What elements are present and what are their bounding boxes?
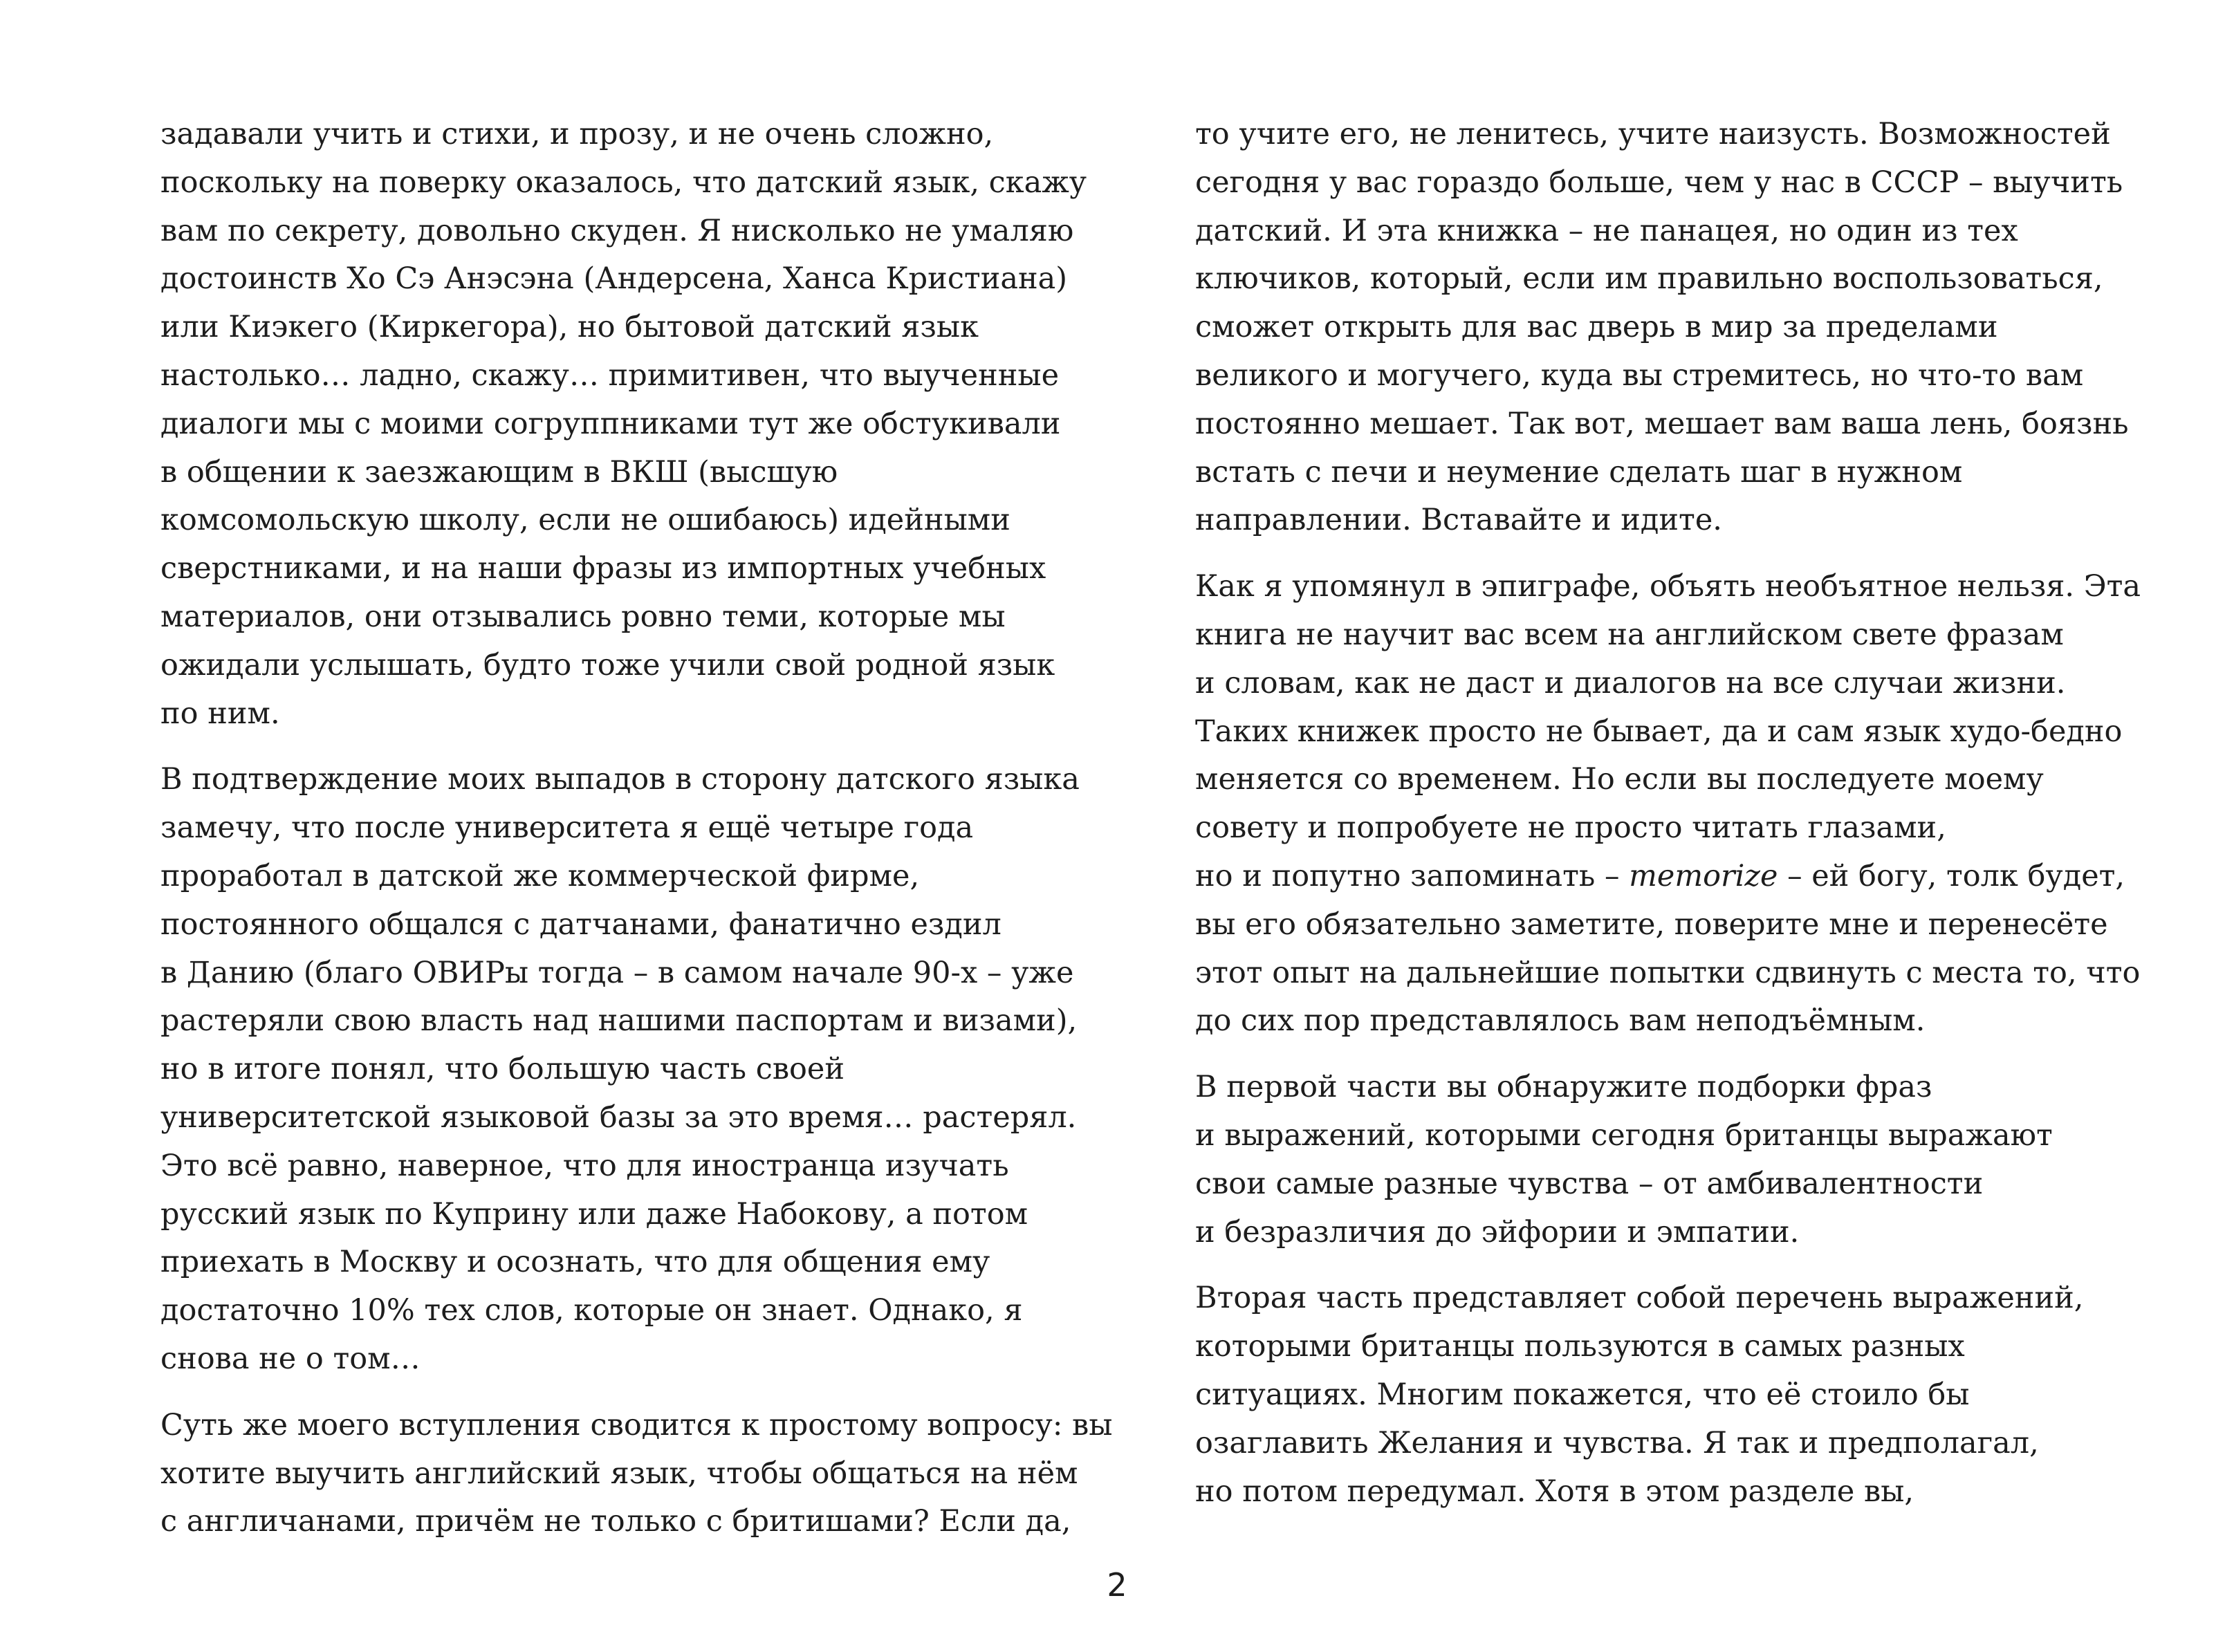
text-line: с англичанами, причём не только с бритишами? Если да, [160, 1504, 1071, 1539]
page-number: 2 [1107, 1566, 1127, 1604]
text-line: и безразличия до эйфории и эмпатии. [1195, 1214, 1800, 1250]
text-line: постоянно мешает. Так вот, мешает вам ваша лень, боязнь [1195, 406, 2129, 441]
text-line: снова не о том… [160, 1341, 421, 1376]
paragraph [1195, 111, 2136, 545]
text-line: встать с печи и неумение сделать шаг в нужном [1195, 454, 1963, 490]
text-line: достоинств Хо Сэ Анэсэна (Андерсена, Ханса Кристиана) [160, 261, 1068, 297]
text-line: и словам, как не даст и диалогов на все случаи жизни. [1195, 665, 2066, 700]
text-line: в общении к заезжающим в ВКШ (высшую [160, 454, 838, 490]
text-line: материалов, они отзывались ровно теми, которые мы [160, 599, 1006, 634]
paragraph [160, 1402, 1113, 1546]
text-line: по ним. [160, 696, 280, 731]
text-line: ожидали услышать, будто тоже учили свой родной язык [160, 647, 1055, 683]
italic-term: memorize [1629, 858, 1778, 893]
paragraph [160, 756, 1101, 1383]
text-line: ситуациях. Многим покажется, что её стоило бы [1195, 1377, 1970, 1412]
text-line: сверстниками, и на наши фразы из импортных учебных [160, 551, 1046, 586]
text-line: совету и попробуете не просто читать глазами, [1195, 810, 1946, 846]
text-line: приехать в Москву и осознать, что для общения ему [160, 1245, 990, 1280]
text-line: свои самые разные чувства – от амбивалентности [1195, 1166, 1984, 1201]
text-line-memorize [1195, 853, 2136, 901]
text-line: которыми британцы пользуются в самых разных [1195, 1329, 1965, 1364]
text-line: или Киэкего (Киркегора), но бытовой датский язык [160, 310, 979, 345]
text-segment: – ей богу, толк будет, [1778, 858, 2125, 893]
text-line: хотите выучить английский язык, чтобы общаться на нём [160, 1456, 1078, 1491]
paragraph [1195, 1064, 2136, 1256]
text-line: ключиков, который, если им правильно воспользоваться, [1195, 261, 2103, 297]
paragraph [1195, 1274, 2136, 1516]
text-line: В подтверждение моих выпадов в сторону датского языка [160, 762, 1080, 797]
paragraph [1195, 563, 2141, 1046]
left-text-column [160, 111, 1113, 1564]
paragraph [160, 111, 1101, 738]
text-line: русский язык по Куприну или даже Набокову, а потом [160, 1196, 1028, 1232]
text-line: книга не научит вас всем на английском свете фразам [1195, 617, 2064, 652]
text-line: и выражений, которыми сегодня британцы выражают [1195, 1117, 2053, 1153]
text-line: комсомольскую школу, если не ошибаюсь) идейными [160, 503, 1010, 538]
text-line: настолько… ладно, скажу… примитивен, что выученные [160, 358, 1060, 393]
text-line: до сих пор представлялось вам неподъёмным. [1195, 1003, 1926, 1039]
text-line: сможет открыть для вас дверь в мир за пределами [1195, 310, 1998, 345]
text-line: в Данию (благо ОВИРы тогда – в самом начале 90-х – уже [160, 955, 1074, 990]
text-segment: но и попутно запоминать – [1195, 858, 1630, 893]
text-line: растеряли свою власть над нашими паспортам и визами), [160, 1003, 1078, 1039]
text-line: но потом передумал. Хотя в этом разделе вы, [1195, 1474, 1914, 1509]
text-line: но в итоге понял, что большую часть своей [160, 1052, 845, 1087]
text-line: то учите его, не ленитесь, учите наизусть. Возможностей [1195, 117, 2111, 151]
text-line: Это всё равно, наверное, что для иностранца изучать [160, 1148, 1009, 1183]
text-line: постоянного общался с датчанами, фанатично ездил [160, 907, 1001, 942]
text-line: озаглавить Желания и чувства. Я так и предполагал, [1195, 1425, 2039, 1460]
text-line: В первой части вы обнаружите подборки фраз [1195, 1070, 1932, 1105]
text-line: поскольку на поверку оказалось, что датский язык, скажу [160, 165, 1087, 200]
text-line: датский. И эта книжка – не панацея, но один из тех [1195, 213, 2018, 248]
text-line: Таких книжек просто не бывает, да и сам язык худо-бедно [1195, 714, 2123, 749]
text-line: диалоги мы с моими согруппниками тут же обстукивали [160, 406, 1061, 441]
text-line: Вторая часть представляет собой перечень выражений, [1195, 1281, 2084, 1316]
text-line: Как я упомянул в эпиграфе, объять необъятное нельзя. Эта [1195, 569, 2141, 604]
text-line: университетской языковой базы за это время… растерял. [160, 1099, 1077, 1135]
right-text-column [1195, 111, 2141, 1534]
text-line: этот опыт на дальнейшие попытки сдвинуть с места то, что [1195, 955, 2141, 990]
text-line: вы его обязательно заметите, поверите мне и перенесёте [1195, 907, 2108, 942]
text-line: проработал в датской же коммерческой фирме, [160, 858, 920, 893]
text-line: сегодня у вас гораздо больше, чем у нас в СССР – выучить [1195, 165, 2123, 200]
text-line: великого и могучего, куда вы стремитесь, но что-то вам [1195, 358, 2084, 393]
text-line: меняется со временем. Но если вы последуете моему [1195, 762, 2044, 797]
text-line: вам по секрету, довольно скуден. Я нисколько не умаляю [160, 213, 1074, 248]
text-line: замечу, что после университета я ещё четыре года [160, 810, 974, 846]
text-line: направлении. Вставайте и идите. [1195, 503, 1722, 538]
text-line: задавали учить и стихи, и прозу, и не очень сложно, [160, 117, 994, 151]
text-line: Суть же моего вступления сводится к простому вопросу: вы [160, 1407, 1113, 1442]
text-line: достаточно 10% тех слов, которые он знает. Однако, я [160, 1293, 1023, 1328]
